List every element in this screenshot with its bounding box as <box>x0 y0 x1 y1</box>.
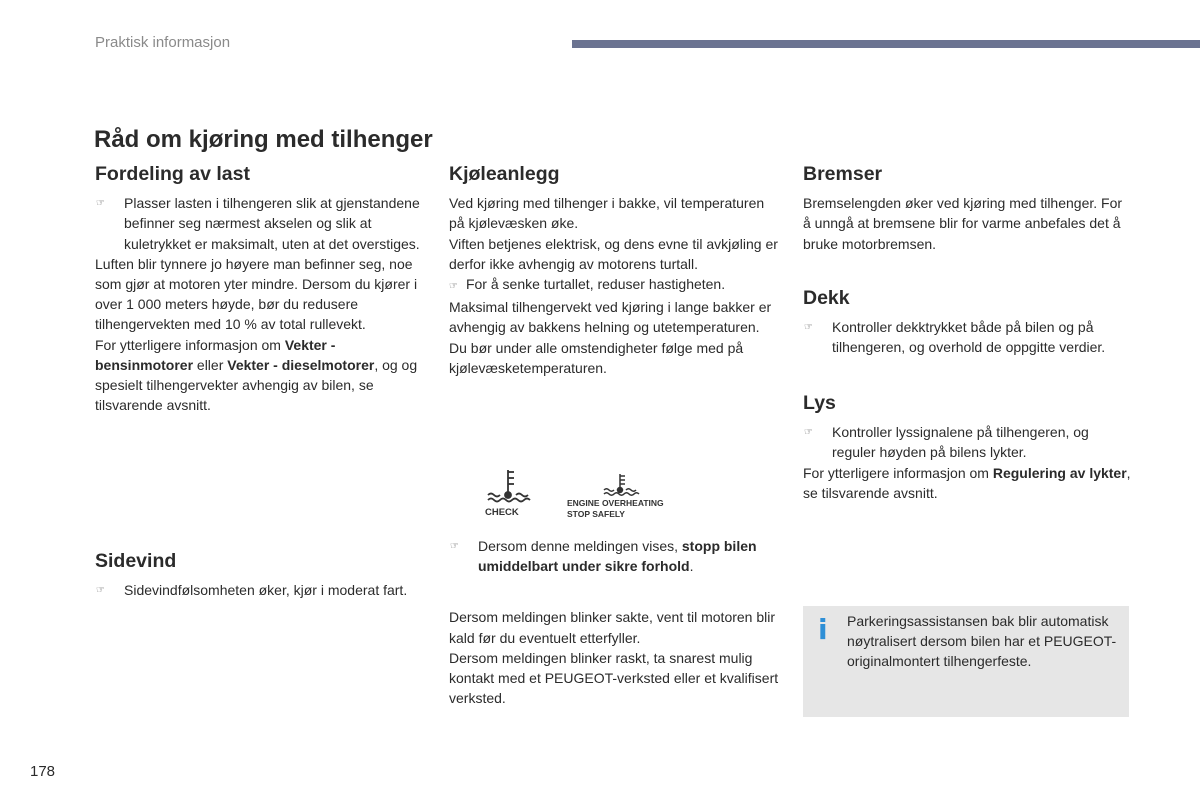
para-cooling-fan: Viften betjenes elektrisk, og dens evne til avkjøling er derfor ikke avhengig av motorens turtall. <box>449 235 778 272</box>
para-headlamp-reference: For ytterligere informasjon om Regulering av lykter, se tilsvarende avsnitt. <box>803 464 1131 501</box>
info-icon: i <box>818 613 828 646</box>
bullet-tyre-pressure: ☞ Kontroller dekktrykket både på bilen og på tilhengeren, og overhold de oppgitte verdier. <box>804 319 1106 356</box>
bullet-marker-icon: ☞ <box>450 541 459 552</box>
bullet-light-signals: ☞ Kontroller lyssignalene på tilhengeren, og reguler høyden på bilens lykter. <box>804 424 1089 461</box>
bullet-stop-vehicle: ☞ Dersom denne meldingen vises, stopp bilen umiddelbart under sikre forhold. <box>450 538 757 575</box>
tyres-section <box>803 288 1123 358</box>
crosswind-section <box>95 551 420 600</box>
left-column <box>95 164 420 415</box>
para-fast-blink: Dersom meldingen blinker raskt, ta snarest mulig kontakt med et PEUGEOT-verksted eller et kvalifisert verksted. <box>449 649 779 707</box>
heading-lights: Lys <box>803 392 836 414</box>
info-box-text: Parkeringsassistansen bak blir automatisk nøytralisert dersom bilen har et PEUGEOT-originalmontert tilhengerfeste. <box>847 613 1117 670</box>
engine-overheating-icon <box>604 474 639 495</box>
info-box <box>803 606 1129 717</box>
engine-overheating-label: ENGINE OVERHEATING <box>567 498 664 508</box>
bullet-marker-icon: ☞ <box>96 585 105 597</box>
page-header-bar <box>572 40 1200 48</box>
page-title: Råd om kjøring med tilhenger <box>94 126 433 153</box>
bullet-marker-icon: ☞ <box>804 322 813 334</box>
para-monitor-coolant: Du bør under alle omstendigheter følge med på kjølevæsketemperaturen. <box>449 339 744 376</box>
ref-headlamp-adjustment: Regulering av lykter <box>992 464 1127 481</box>
coolant-temperature-check-icon <box>488 470 530 502</box>
page-number: 178 <box>30 763 56 780</box>
bullet-crosswind: ☞ Sidevindfølsomheten øker, kjør i moderat fart. <box>95 580 420 600</box>
brakes-section <box>803 164 1133 254</box>
heading-load-distribution: Fordeling av last <box>95 163 250 185</box>
check-label: CHECK <box>485 507 519 518</box>
stop-safely-label: STOP SAFELY <box>567 509 625 519</box>
para-altitude: Luften blir tynnere jo høyere man befinner seg, noe som gjør at motoren yter mindre. Dersom du kjører i over 1 000 meters høyde, bør du redusere tilhengervekten med 10 % av total rullevekt. <box>95 255 418 333</box>
lights-section <box>803 393 1133 503</box>
heading-tyres: Dekk <box>803 287 850 309</box>
heading-brakes: Bremser <box>803 163 883 185</box>
coolant-warning-icons <box>478 466 678 522</box>
para-weights-reference: For ytterligere informasjon om Vekter - bensinmotorer eller Vekter - dieselmotorer, og og spesielt tilhengervekter avhengig av bilen, se tilsvarende avsnitt. <box>95 336 418 414</box>
page-header-section: Praktisk informasjon <box>95 34 231 51</box>
bullet-reduce-speed: ☞ For å senke turtallet, reduser hastigheten. <box>449 276 726 293</box>
middle-lower-section <box>449 536 779 708</box>
para-cooling-temp: Ved kjøring med tilhenger i bakke, vil temperaturen på kjølevæsken øke. <box>449 195 765 232</box>
ref-petrol-weights: Vekter - bensinmotorer <box>95 336 336 373</box>
bullet-load-placement: ☞ Plasser lasten i tilhengeren slik at gjenstandene befinner seg nærmest akselen og slik at kuletrykket er maksimalt, uten at det overstiges. <box>96 195 420 252</box>
para-max-trailer-weight: Maksimal tilhengervekt ved kjøring i lange bakker er avhengig av bakkens helning og utetemperaturen. <box>449 299 772 336</box>
para-slow-blink: Dersom meldingen blinker sakte, vent til motoren blir kald før du eventuelt etterfyller. <box>449 609 776 646</box>
bullet-marker-icon: ☞ <box>449 281 458 293</box>
heading-crosswind: Sidevind <box>95 550 177 572</box>
middle-column <box>449 164 779 378</box>
heading-cooling: Kjøleanlegg <box>449 163 560 185</box>
bullet-marker-icon: ☞ <box>96 198 105 210</box>
ref-diesel-weights: Vekter - dieselmotorer <box>227 356 375 373</box>
bullet-marker-icon: ☞ <box>804 427 813 439</box>
para-brakes: Bremselengden øker ved kjøring med tilhenger. For å unngå at bremsene blir for varme anbefales det å bruke motorbremsen. <box>803 195 1123 252</box>
